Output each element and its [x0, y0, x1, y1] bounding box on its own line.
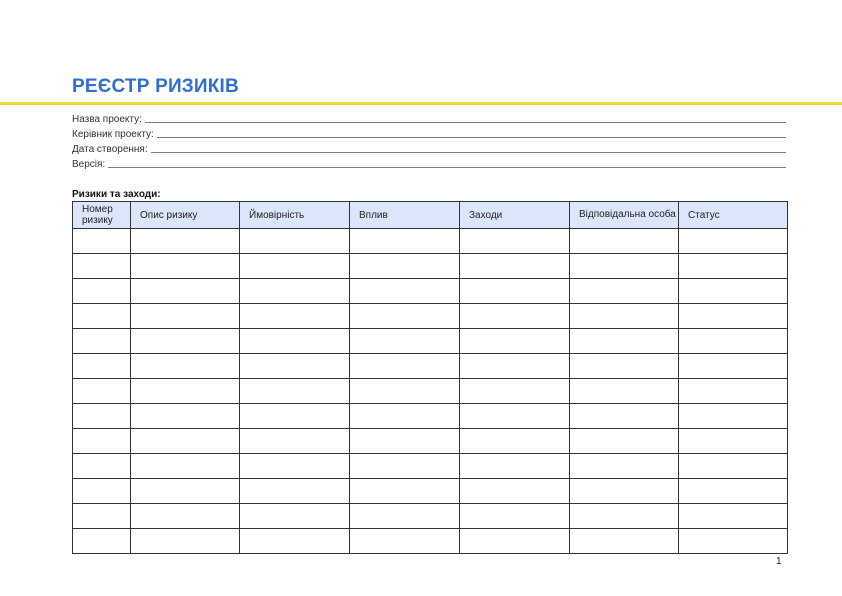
table-cell[interactable] — [240, 379, 350, 404]
project-manager-field[interactable] — [72, 127, 786, 141]
table-cell[interactable] — [240, 429, 350, 454]
table-cell[interactable] — [131, 329, 240, 354]
table-cell[interactable] — [240, 454, 350, 479]
table-cell[interactable] — [240, 479, 350, 504]
project-manager-label: Керівник проекту: — [72, 129, 154, 140]
table-cell[interactable] — [570, 304, 679, 329]
table-cell[interactable] — [460, 229, 570, 254]
table-cell[interactable] — [350, 379, 460, 404]
table-cell[interactable] — [350, 304, 460, 329]
table-cell[interactable] — [570, 254, 679, 279]
table-cell[interactable] — [73, 279, 131, 304]
table-cell[interactable] — [679, 504, 788, 529]
project-manager-line — [157, 137, 786, 138]
table-cell[interactable] — [73, 329, 131, 354]
table-cell[interactable] — [679, 379, 788, 404]
table-cell[interactable] — [240, 504, 350, 529]
table-cell[interactable] — [240, 329, 350, 354]
table-cell[interactable] — [73, 429, 131, 454]
table-cell[interactable] — [350, 329, 460, 354]
table-cell[interactable] — [350, 229, 460, 254]
table-cell[interactable] — [131, 379, 240, 404]
table-cell[interactable] — [679, 529, 788, 554]
project-name-label: Назва проекту: — [72, 114, 142, 125]
table-cell[interactable] — [679, 354, 788, 379]
table-cell[interactable] — [73, 379, 131, 404]
table-cell[interactable] — [679, 404, 788, 429]
table-cell[interactable] — [460, 454, 570, 479]
table-cell[interactable] — [73, 504, 131, 529]
column-header-measures: Заходи — [460, 202, 570, 229]
table-cell[interactable] — [679, 304, 788, 329]
table-cell[interactable] — [131, 254, 240, 279]
project-name-field[interactable] — [72, 112, 786, 126]
table-cell[interactable] — [570, 329, 679, 354]
table-cell[interactable] — [570, 454, 679, 479]
table-cell[interactable] — [570, 529, 679, 554]
table-cell[interactable] — [679, 279, 788, 304]
section-title: Ризики та заходи: — [72, 189, 161, 200]
table-row — [73, 279, 788, 304]
table-row — [73, 229, 788, 254]
creation-date-label: Дата створення: — [72, 144, 148, 155]
project-name-line — [145, 122, 786, 123]
table-cell[interactable] — [350, 529, 460, 554]
table-cell[interactable] — [73, 454, 131, 479]
table-cell[interactable] — [679, 454, 788, 479]
table-cell[interactable] — [350, 454, 460, 479]
table-cell[interactable] — [73, 529, 131, 554]
version-field[interactable] — [72, 157, 786, 171]
table-cell[interactable] — [73, 254, 131, 279]
column-header-probability: Ймовірність — [240, 202, 350, 229]
table-cell[interactable] — [240, 254, 350, 279]
table-cell[interactable] — [679, 479, 788, 504]
table-cell[interactable] — [131, 304, 240, 329]
table-cell[interactable] — [73, 479, 131, 504]
table-cell[interactable] — [131, 504, 240, 529]
table-cell[interactable] — [679, 229, 788, 254]
table-cell[interactable] — [350, 429, 460, 454]
page-number: 1 — [776, 556, 782, 567]
table-row — [73, 429, 788, 454]
table-cell[interactable] — [460, 429, 570, 454]
column-header-status: Статус — [679, 202, 788, 229]
risk-table — [72, 201, 788, 554]
table-cell[interactable] — [570, 504, 679, 529]
table-cell[interactable] — [460, 404, 570, 429]
table-cell[interactable] — [240, 404, 350, 429]
column-header-responsible-person: Відповідальна особа — [570, 202, 679, 229]
table-cell[interactable] — [460, 329, 570, 354]
table-cell[interactable] — [350, 404, 460, 429]
table-cell[interactable] — [350, 354, 460, 379]
page-title: РЕЄСТР РИЗИКІВ — [72, 76, 239, 97]
table-cell[interactable] — [570, 404, 679, 429]
table-header-row — [73, 202, 788, 229]
column-header-impact: Вплив — [350, 202, 460, 229]
table-cell[interactable] — [460, 529, 570, 554]
table-cell[interactable] — [73, 404, 131, 429]
table-cell[interactable] — [460, 279, 570, 304]
table-cell[interactable] — [460, 379, 570, 404]
version-label: Версія: — [72, 159, 106, 170]
table-cell[interactable] — [73, 229, 131, 254]
table-cell[interactable] — [131, 429, 240, 454]
table-cell[interactable] — [679, 329, 788, 354]
table-cell[interactable] — [240, 279, 350, 304]
title-underline-rule — [0, 102, 842, 105]
creation-date-line — [151, 152, 786, 153]
table-row — [73, 479, 788, 504]
table-cell[interactable] — [131, 454, 240, 479]
table-row — [73, 404, 788, 429]
table-row — [73, 454, 788, 479]
table-cell[interactable] — [131, 529, 240, 554]
table-cell[interactable] — [460, 479, 570, 504]
table-cell[interactable] — [350, 479, 460, 504]
table-cell[interactable] — [460, 304, 570, 329]
table-cell[interactable] — [131, 479, 240, 504]
table-cell[interactable] — [131, 354, 240, 379]
table-cell[interactable] — [240, 529, 350, 554]
table-cell[interactable] — [350, 254, 460, 279]
table-row — [73, 329, 788, 354]
table-cell[interactable] — [570, 279, 679, 304]
creation-date-field[interactable] — [72, 142, 786, 156]
table-cell[interactable] — [240, 354, 350, 379]
table-cell[interactable] — [679, 429, 788, 454]
table-row — [73, 504, 788, 529]
column-header-risk-number: Номер ризику — [73, 202, 131, 229]
table-row — [73, 529, 788, 554]
table-cell[interactable] — [350, 504, 460, 529]
table-cell[interactable] — [460, 354, 570, 379]
table-cell[interactable] — [131, 229, 240, 254]
table-cell[interactable] — [73, 304, 131, 329]
table-cell[interactable] — [460, 504, 570, 529]
table-cell[interactable] — [570, 354, 679, 379]
version-line — [108, 167, 786, 168]
table-row — [73, 354, 788, 379]
table-row — [73, 254, 788, 279]
table-cell[interactable] — [460, 254, 570, 279]
table-cell[interactable] — [131, 404, 240, 429]
table-cell[interactable] — [570, 429, 679, 454]
table-cell[interactable] — [570, 229, 679, 254]
table-cell[interactable] — [240, 304, 350, 329]
table-row — [73, 379, 788, 404]
table-row — [73, 304, 788, 329]
table-cell[interactable] — [570, 479, 679, 504]
table-cell[interactable] — [73, 354, 131, 379]
column-header-risk-description: Опис ризику — [131, 202, 240, 229]
table-cell[interactable] — [570, 379, 679, 404]
risk-table-body — [73, 229, 788, 554]
table-cell[interactable] — [240, 229, 350, 254]
table-cell[interactable] — [679, 254, 788, 279]
table-cell[interactable] — [131, 279, 240, 304]
table-cell[interactable] — [350, 279, 460, 304]
